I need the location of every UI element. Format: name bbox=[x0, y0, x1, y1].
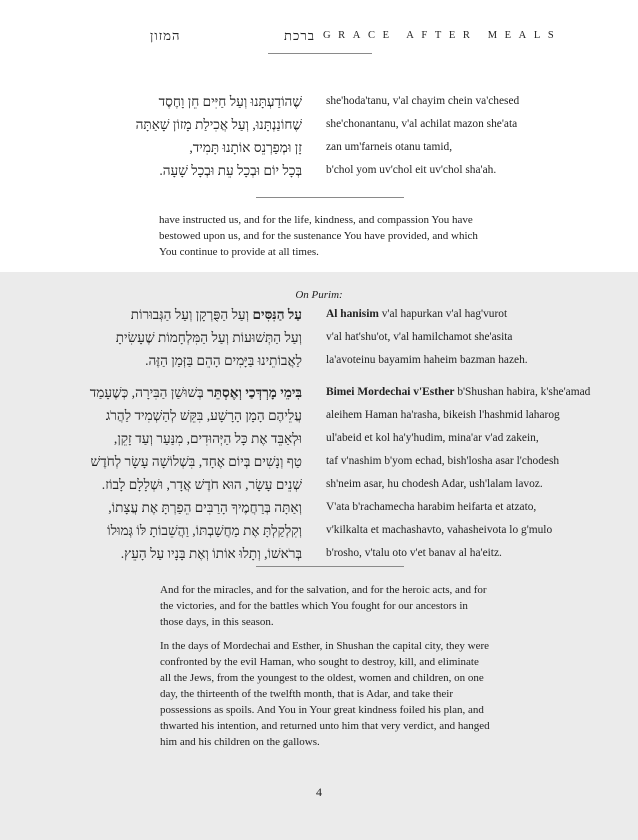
purim-hebrew-line: טַף וְנָשִׁים בְּיוֹם אֶחָד, בִּשְׁלוֹשָׁה עָשָׂר לְחֹדֶשׁ bbox=[90, 454, 302, 469]
purim-hebrew-bold: בִּימֵי מָרְדְּכַי וְאֶסְתֵּר bbox=[207, 385, 302, 400]
purim-translit-line: v'kilkalta et machashavto, vahasheivota lo g'mulo bbox=[326, 524, 553, 536]
purim-hebrew-bold: עַל הַנִּסִּים bbox=[252, 307, 302, 322]
purim-translit-line: b'rosho, v'talu oto v'et banav al ha'eitz. bbox=[326, 547, 502, 559]
purim-hebrew-line bbox=[131, 303, 302, 326]
top-hebrew-line: שֶׁחוֹנַנְתָּנוּ, וְעַל אֲכִילַת מָזוֹן שָׁאַתָּה bbox=[135, 117, 302, 132]
purim-hebrew-line: בְּרֹאשׁוֹ, וְתָלוּ אוֹתוֹ וְאֶת בָּנָיו עַל הָעֵץ. bbox=[120, 546, 302, 561]
page-header bbox=[0, 28, 638, 48]
purim-translit-line: v'al hat'shu'ot, v'al hamilchamot she'asita bbox=[326, 331, 513, 343]
top-hebrew-line: שֶׁהוֹדַעְתָּנוּ וְעַל חַיִּים חֵן וָחֶסֶד bbox=[158, 94, 302, 109]
purim-hebrew-text: בְּשׁוּשַׁן הַבִּירָה, כְּשֶׁעָמַד bbox=[89, 385, 204, 400]
top-translit-line: b'chol yom uv'chol eit uv'chol sha'ah. bbox=[326, 164, 497, 176]
purim-section-background bbox=[0, 272, 638, 840]
purim-hebrew-line: וְקִלְקַלְתָּ אֶת מַחֲשַׁבְתּוֹ, וַהֲשֵׁבוֹתָ לּוֹ גְּמוּלוֹ bbox=[107, 523, 302, 538]
top-hebrew-line: זָן וּמְפַרְנֵס אוֹתָנוּ תָּמִיד, bbox=[189, 140, 302, 155]
purim-heading: On Purim: bbox=[295, 289, 343, 301]
purim-translit-line: taf v'nashim b'yom echad, bish'losha asar l'chodesh bbox=[326, 455, 560, 467]
purim-translit-line: V'ata b'rachamecha harabim heifarta et atzato, bbox=[326, 501, 537, 513]
purim-translation-1: And for the miracles, and for the salvation, and for the heroic acts, and for the victories, and for the battles which You fought for our ancestors in those days, in this season. bbox=[160, 584, 487, 628]
purim-translit-line: sh'neim asar, hu chodesh Adar, ush'lalam lavoz. bbox=[326, 478, 543, 490]
purim-translit-line: ul'abeid et kol ha'y'hudim, mina'ar v'ad zakein, bbox=[326, 432, 539, 444]
top-hebrew-line: בְּכָל יוֹם וּבְכָל עֵת וּבְכָל שָׁעָה. bbox=[159, 163, 302, 178]
purim-translit-line: la'avoteinu bayamim haheim bazman hazeh. bbox=[326, 354, 528, 366]
purim-hebrew-line: וְאַתָּה בְּרַחֲמֶיךָ הָרַבִּים הֵפַרְתָּ אֶת עֲצָתוֹ, bbox=[108, 500, 302, 515]
page-number: 4 bbox=[316, 785, 322, 799]
purim-translit-bold: Al hanisim bbox=[326, 308, 379, 320]
purim-translit-text: b'Shushan habira, k'she'amad bbox=[457, 386, 591, 398]
header-hebrew-title: ברכת המזון bbox=[150, 28, 315, 43]
purim-hebrew-line: שְׁנֵים עָשָׂר, הוּא חֹדֶשׁ אֲדָר, וּשְׁלָלָם לָבוֹז. bbox=[101, 477, 302, 492]
purim-translit-line bbox=[326, 381, 590, 404]
purim-translit-bold: Bimei Mordechai v'Esther bbox=[326, 386, 455, 398]
purim-translation-2: In the days of Mordechai and Esther, in Shushan the capital city, they were confronted by the evil Haman, who sought to destroy, kill, and eliminate all the Jews, from the youngest to the oldest, women and children, on one day, the thirteenth of the twelfth month, that is Adar, and take their possessions as spoils. And You in Your great kindness foiled his plan, and thwarted his intention, and returned unto him that very verdict, and hanged him and his children on the gallows. bbox=[160, 640, 490, 748]
section-divider bbox=[256, 197, 404, 198]
purim-hebrew-line: עֲלֵיהֶם הָמָן הָרָשָׁע, בִּקֵּשׁ לְהַשְׁמִיד לַהֲרֹג bbox=[105, 408, 302, 423]
purim-hebrew-line: וְעַל הַתְּשׁוּעוֹת וְעַל הַמִּלְחָמוֹת שֶׁעָשִׂיתָ bbox=[115, 330, 302, 345]
purim-translit-line: aleihem Haman ha'rasha, bikeish l'hashmid laharog bbox=[326, 409, 560, 421]
header-divider bbox=[268, 53, 372, 54]
top-translit-line: she'hoda'tanu, v'al chayim chein va'chesed bbox=[326, 95, 520, 107]
purim-hebrew-line: לַאֲבוֹתֵינוּ בַּיָּמִים הָהֵם בַּזְּמַן הַזֶּה. bbox=[145, 353, 302, 368]
purim-hebrew-line bbox=[90, 381, 302, 404]
section-divider bbox=[256, 566, 404, 567]
purim-hebrew-text: וְעַל הַפֻּרְקָן וְעַל הַגְּבוּרוֹת bbox=[130, 307, 250, 322]
purim-hebrew-line: וּלְאַבֵּד אֶת כָּל הַיְּהוּדִים, מִנַּעַר וְעַד זָקֵן, bbox=[113, 431, 302, 446]
header-english-title: GRACE AFTER MEALS bbox=[323, 30, 562, 41]
purim-translit-line bbox=[326, 303, 507, 326]
purim-translit-text: v'al hapurkan v'al hag'vurot bbox=[381, 308, 508, 320]
top-translit-line: she'chonantanu, v'al achilat mazon she'ata bbox=[326, 118, 518, 130]
top-translit-line: zan um'farneis otanu tamid, bbox=[326, 141, 453, 153]
top-translation: have instructed us, and for the life, kindness, and compassion You have bestowed upon us, and for the sustenance You have provided, and which You continue to provide at all times. bbox=[159, 214, 478, 258]
